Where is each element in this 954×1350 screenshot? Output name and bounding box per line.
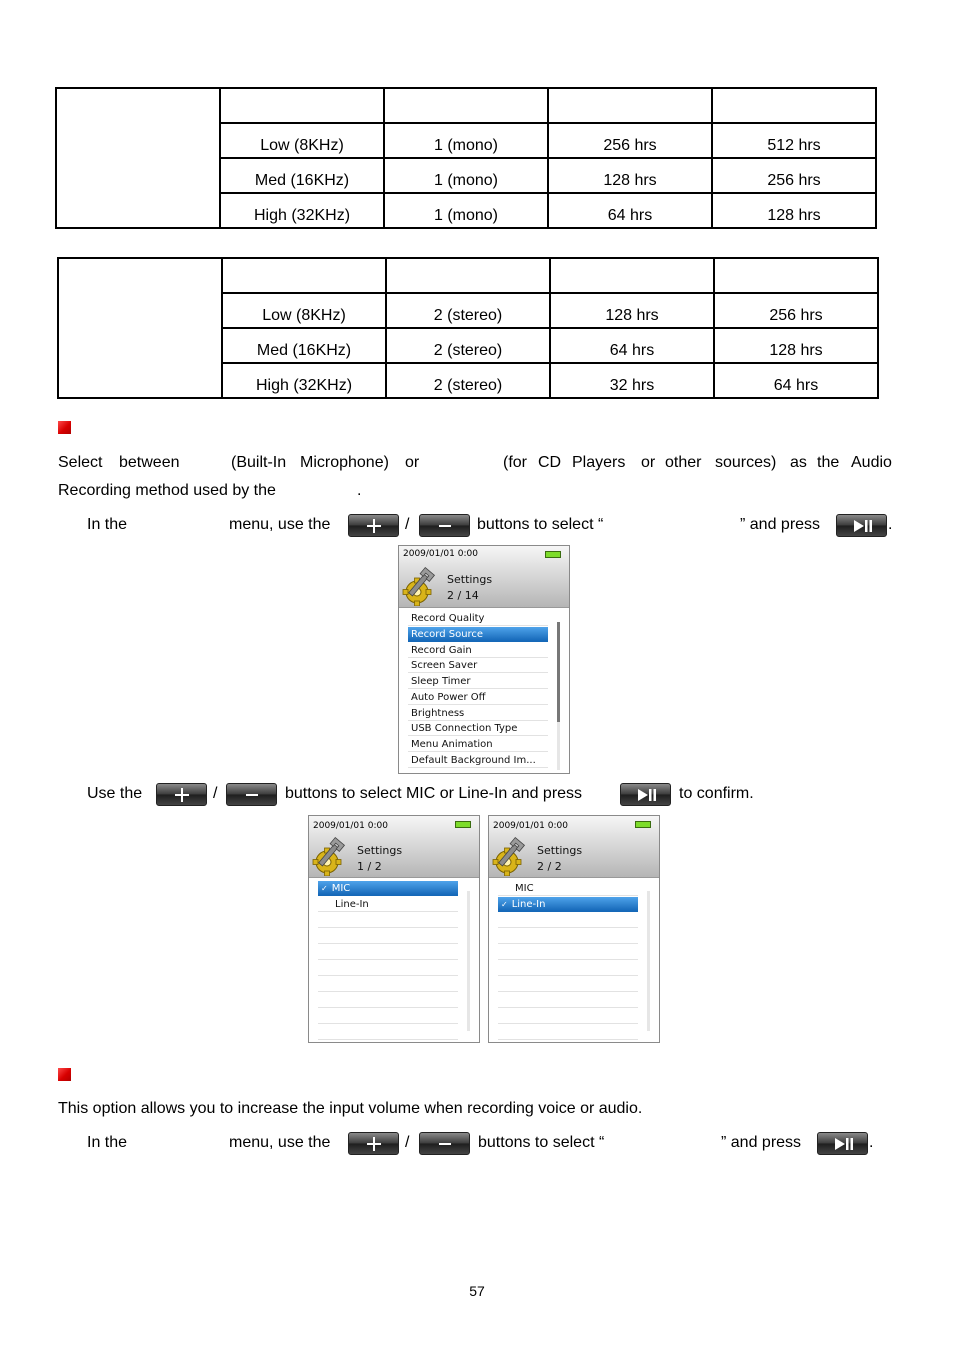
para-word: (for <box>503 454 527 471</box>
option-item[interactable]: MIC <box>498 881 638 896</box>
screen-header <box>309 816 479 878</box>
settings-menu-screenshot <box>398 545 570 774</box>
para-line: Recording method used by the <box>58 482 276 499</box>
table-row: Med (16KHz) 1 (mono) 128 hrs 256 hrs <box>56 158 876 193</box>
para-line-end: . <box>357 482 362 499</box>
para-word: or <box>641 454 656 471</box>
linein-quality-table <box>57 257 879 399</box>
mic-selected-screenshot <box>308 815 480 1043</box>
table-row: Low (8KHz) 1 (mono) 256 hrs 512 hrs <box>56 123 876 158</box>
menu-item[interactable]: Menu Animation <box>408 737 548 752</box>
step-text: to confirm. <box>679 785 754 802</box>
table-header-cell <box>384 88 548 123</box>
step-text: buttons to select “ <box>478 1134 605 1151</box>
step-text: Use the <box>87 785 143 802</box>
minus-button-icon <box>419 1132 470 1155</box>
para-word: (Built-In <box>231 454 287 471</box>
table-label-cell <box>58 258 222 398</box>
menu-item[interactable]: Record Gain <box>408 643 548 658</box>
menu-item[interactable]: USB Connection Type <box>408 721 548 736</box>
menu-item[interactable]: Brightness <box>408 706 548 721</box>
empty-row <box>498 977 638 992</box>
step-text: ” and press <box>740 516 821 533</box>
table-header-cell <box>220 88 384 123</box>
empty-row <box>498 913 638 928</box>
step-text: menu, use the <box>229 516 331 533</box>
para-line: This option allows you to increase the input volume when recording voice or audio. <box>58 1100 643 1117</box>
battery-icon <box>545 551 561 558</box>
settings-gear-icon <box>402 566 444 606</box>
play-pause-button-icon <box>817 1132 868 1155</box>
screen-count: 1 / 2 <box>357 860 382 873</box>
menu-item[interactable]: Sleep Timer <box>408 674 548 689</box>
option-item-selected[interactable]: ✓ Line-In <box>498 897 638 912</box>
screen-scrollbar[interactable] <box>557 622 560 770</box>
plus-button-icon <box>156 783 207 806</box>
table-header-cell <box>548 88 712 123</box>
table-row: Low (8KHz) 2 (stereo) 128 hrs 256 hrs <box>58 293 878 328</box>
step-text: . <box>869 1134 874 1151</box>
table-header-cell <box>712 88 876 123</box>
para-word: Players <box>572 454 626 471</box>
para-word: between <box>119 454 180 471</box>
step-text: In the <box>87 516 128 533</box>
section-bullet-icon <box>58 1068 71 1081</box>
slash: / <box>405 1134 410 1151</box>
empty-row <box>318 977 458 992</box>
empty-row <box>498 993 638 1008</box>
check-icon: ✓ <box>321 884 328 893</box>
table-header-cell <box>714 258 878 293</box>
step-text: buttons to select MIC or Line-In and press <box>285 785 583 802</box>
screen-title: Settings <box>447 573 493 586</box>
table-label-cell <box>56 88 220 228</box>
screen-title: Settings <box>537 844 583 857</box>
page-number: 57 <box>469 1283 485 1299</box>
section-bullet-icon <box>58 421 71 434</box>
scrollbar-thumb[interactable] <box>557 622 560 722</box>
screen-count: 2 / 14 <box>447 589 479 602</box>
para-word: Microphone) <box>300 454 389 471</box>
step-text: In the <box>87 1134 128 1151</box>
menu-item[interactable]: Auto Power Off <box>408 690 548 705</box>
para-word: Audio <box>851 454 892 471</box>
screen-header <box>399 546 569 608</box>
screen-status-text: 2009/01/01 0:00 <box>403 549 478 559</box>
step-text: ” and press <box>721 1134 802 1151</box>
slash: / <box>213 785 218 802</box>
screen-count: 2 / 2 <box>537 860 562 873</box>
empty-row <box>318 1025 458 1040</box>
empty-row <box>318 929 458 944</box>
settings-gear-icon <box>492 836 534 876</box>
play-pause-button-icon <box>620 783 671 806</box>
slash: / <box>405 516 410 533</box>
table-row: High (32KHz) 1 (mono) 64 hrs 128 hrs <box>56 193 876 228</box>
table-header-cell <box>386 258 550 293</box>
step-text: buttons to select “ <box>477 516 604 533</box>
minus-button-icon <box>419 514 470 537</box>
screen-status-text: 2009/01/01 0:00 <box>493 821 568 831</box>
para-word: as <box>790 454 807 471</box>
empty-row <box>318 993 458 1008</box>
empty-row <box>318 945 458 960</box>
para-word: or <box>405 454 420 471</box>
option-item[interactable]: Line-In <box>318 897 458 912</box>
step-text: . <box>888 516 893 533</box>
screen-scrollbar[interactable] <box>467 891 470 1031</box>
para-word: sources) <box>715 454 777 471</box>
screen-scrollbar[interactable] <box>647 891 650 1031</box>
plus-button-icon <box>348 514 399 537</box>
battery-icon <box>455 821 471 828</box>
table-row: High (32KHz) 2 (stereo) 32 hrs 64 hrs <box>58 363 878 398</box>
battery-icon <box>635 821 651 828</box>
table-header-cell <box>222 258 386 293</box>
table-row: Med (16KHz) 2 (stereo) 64 hrs 128 hrs <box>58 328 878 363</box>
empty-row <box>318 1009 458 1024</box>
menu-item-selected[interactable]: Record Source <box>408 627 548 642</box>
menu-item[interactable]: Default Background Im... <box>408 753 548 768</box>
settings-gear-icon <box>312 836 354 876</box>
empty-row <box>498 1009 638 1024</box>
empty-row <box>318 961 458 976</box>
screen-title: Settings <box>357 844 403 857</box>
empty-row <box>498 1025 638 1040</box>
menu-item[interactable]: Record Quality <box>408 611 548 626</box>
empty-row <box>498 945 638 960</box>
step-text: menu, use the <box>229 1134 331 1151</box>
empty-row <box>498 929 638 944</box>
mic-quality-table <box>55 87 877 229</box>
plus-button-icon <box>348 1132 399 1155</box>
check-icon: ✓ <box>501 900 508 909</box>
empty-row <box>318 913 458 928</box>
para-word: other <box>665 454 702 471</box>
table-header-cell <box>550 258 714 293</box>
play-pause-button-icon <box>836 514 887 537</box>
screen-header <box>489 816 659 878</box>
menu-item[interactable]: Screen Saver <box>408 658 548 673</box>
para-word: the <box>817 454 840 471</box>
para-word: CD <box>538 454 562 471</box>
screen-status-text: 2009/01/01 0:00 <box>313 821 388 831</box>
linein-selected-screenshot <box>488 815 660 1043</box>
option-item-selected[interactable]: ✓ MIC <box>318 881 458 896</box>
empty-row <box>498 961 638 976</box>
para-word: Select <box>58 454 103 471</box>
minus-button-icon <box>226 783 277 806</box>
